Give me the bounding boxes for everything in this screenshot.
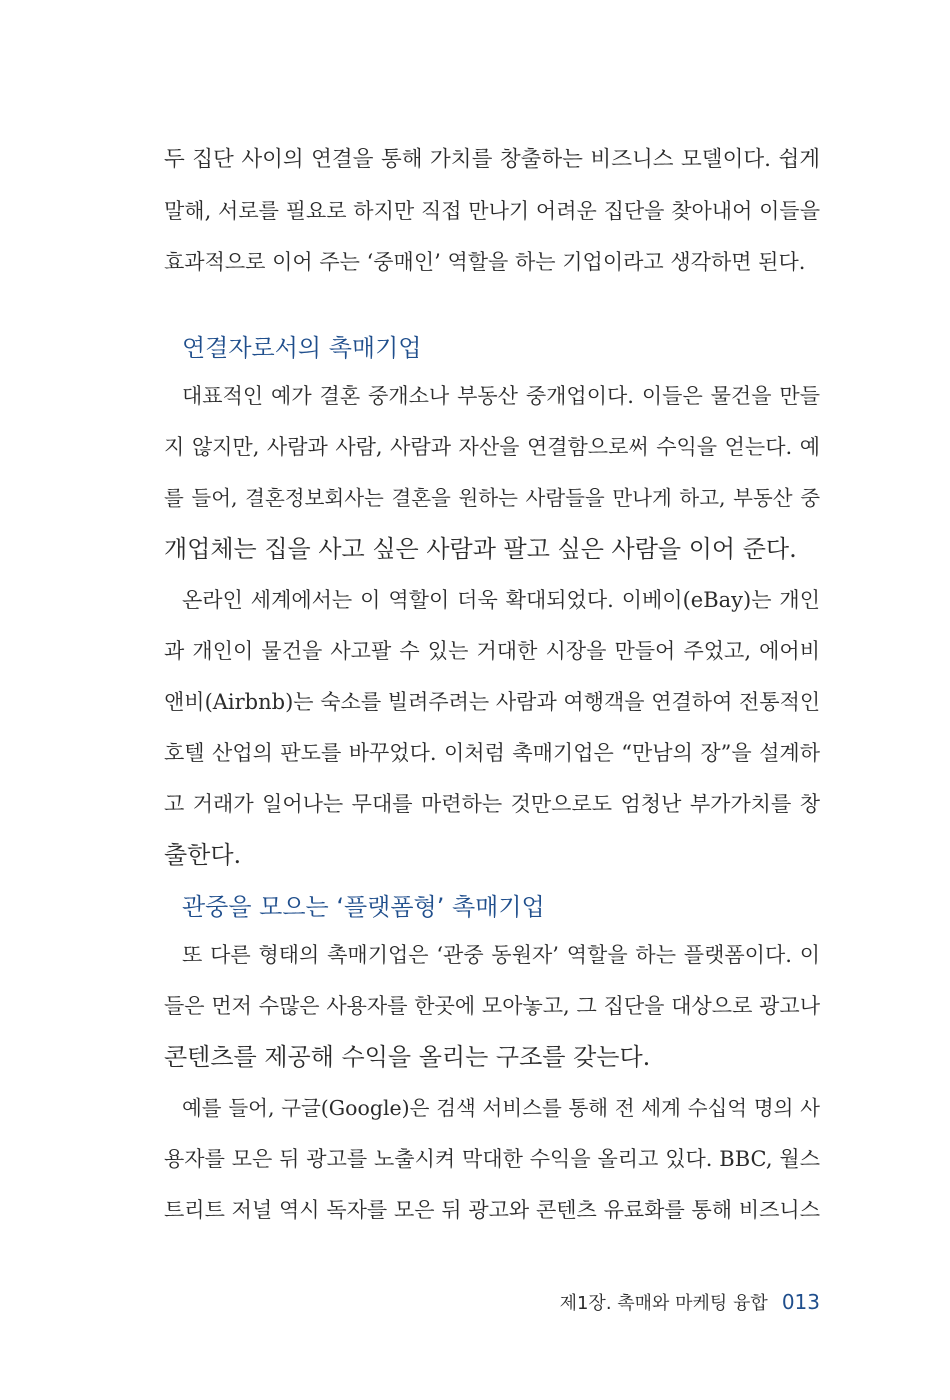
- section-heading-platform: 관중을 모으는 ‘플랫폼형’ 촉매기업: [182, 893, 545, 921]
- body-line: 용자를 모은 뒤 광고를 노출시켜 막대한 수익을 올리고 있다. BBC, 월스: [164, 1147, 820, 1171]
- body-line: 예를 들어, 구글(Google)은 검색 서비스를 통해 전 세계 수십억 명의 사: [182, 1096, 820, 1120]
- body-line: 말해, 서로를 필요로 하지만 직접 만나기 어려운 집단을 찾아내어 이들을: [164, 199, 820, 223]
- body-line: 고 거래가 일어나는 무대를 마련하는 것만으로도 엄청난 부가가치를 창: [164, 792, 820, 816]
- body-line: 지 않지만, 사람과 사람, 사람과 자산을 연결함으로써 수익을 얻는다. 예: [164, 435, 820, 459]
- body-line: 트리트 저널 역시 독자를 모은 뒤 광고와 콘텐츠 유료화를 통해 비즈니스: [164, 1198, 820, 1222]
- chapter-title: 제1장. 촉매와 마케팅 융합: [559, 1293, 768, 1314]
- body-line: 온라인 세계에서는 이 역할이 더욱 확대되었다. 이베이(eBay)는 개인: [182, 588, 820, 612]
- body-line: 개업체는 집을 사고 싶은 사람과 팔고 싶은 사람을 이어 준다.: [164, 535, 797, 563]
- page-footer: [560, 1288, 820, 1318]
- body-line: 효과적으로 이어 주는 ‘중매인’ 역할을 하는 기업이라고 생각하면 된다.: [164, 250, 806, 274]
- body-line: 호텔 산업의 판도를 바꾸었다. 이처럼 촉매기업은 “만남의 장”을 설계하: [164, 741, 820, 765]
- body-line: 두 집단 사이의 연결을 통해 가치를 창출하는 비즈니스 모델이다. 쉽게: [164, 147, 820, 172]
- body-line: 또 다른 형태의 촉매기업은 ‘관중 동원자’ 역할을 하는 플랫폼이다. 이: [182, 943, 820, 967]
- page-number: 013: [781, 1290, 820, 1314]
- section-heading-connector: 연결자로서의 촉매기업: [182, 334, 422, 362]
- body-line: 들은 먼저 수많은 사용자를 한곳에 모아놓고, 그 집단을 대상으로 광고나: [164, 994, 820, 1018]
- body-line: 대표적인 예가 결혼 중개소나 부동산 중개업이다. 이들은 물건을 만들: [182, 384, 820, 408]
- body-line: 콘텐츠를 제공해 수익을 올리는 구조를 갖는다.: [164, 1043, 651, 1071]
- body-line: 를 들어, 결혼정보회사는 결혼을 원하는 사람들을 만나게 하고, 부동산 중: [164, 486, 820, 510]
- body-line: 앤비(Airbnb)는 숙소를 빌려주려는 사람과 여행객을 연결하여 전통적인: [164, 690, 821, 714]
- body-line: 과 개인이 물건을 사고팔 수 있는 거대한 시장을 만들어 주었고, 에어비: [164, 639, 820, 663]
- body-line: 출한다.: [164, 841, 242, 869]
